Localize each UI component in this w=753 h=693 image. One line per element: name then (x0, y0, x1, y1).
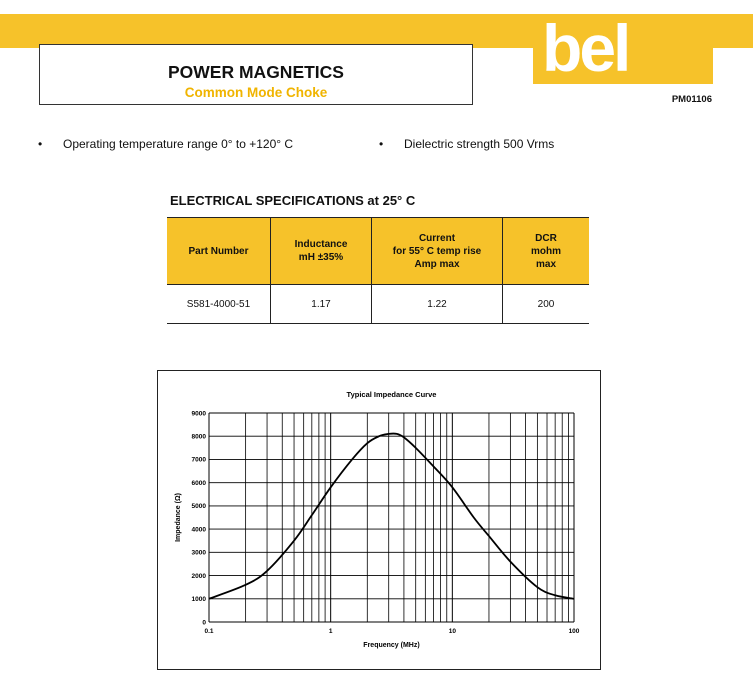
bel-logo: bel (542, 11, 629, 85)
y-axis-label: Impedance (Ω) (175, 493, 182, 542)
bullet-dot-icon: • (379, 137, 384, 151)
impedance-chart (157, 370, 601, 670)
column-header-inductance: Inductance mH ±35% (271, 218, 372, 285)
title-box (39, 44, 473, 105)
column-header-part-number: Part Number (167, 218, 271, 285)
y-tick-label: 6000 (191, 479, 206, 487)
x-tick-label: 10 (448, 628, 456, 635)
table-row (167, 285, 589, 324)
y-tick-label: 1000 (191, 596, 206, 604)
cell-inductance: 1.17 (271, 285, 372, 324)
specifications-title: ELECTRICAL SPECIFICATIONS at 25° C (170, 193, 416, 208)
table-header-row (167, 218, 589, 285)
x-tick-label: 0.1 (204, 628, 214, 635)
x-tick-label: 100 (568, 628, 580, 635)
x-axis-label: Frequency (MHz) (363, 642, 420, 649)
x-tick-label: 1 (328, 628, 333, 635)
specifications-table (167, 217, 589, 324)
impedance-curve-line (209, 434, 574, 599)
page-title: POWER MAGNETICS (168, 62, 344, 82)
bullet-dot-icon: • (38, 137, 43, 151)
column-header-dcr: DCR mohm max (503, 218, 590, 285)
feature-text: Dielectric strength 500 Vrms (404, 137, 555, 151)
feature-text: Operating temperature range 0° to +120° C (63, 137, 294, 151)
y-tick-label: 9000 (191, 410, 206, 418)
cell-part-number: S581-4000-51 (167, 285, 271, 324)
y-tick-label: 8000 (191, 433, 206, 441)
y-tick-label: 2000 (191, 572, 206, 580)
y-tick-label: 5000 (191, 503, 206, 511)
y-tick-label: 7000 (191, 456, 206, 464)
y-tick-label: 0 (202, 619, 206, 627)
chart-title: Typical Impedance Curve (346, 390, 437, 399)
cell-current: 1.22 (372, 285, 503, 324)
cell-dcr: 200 (503, 285, 590, 324)
page-subtitle: Common Mode Choke (184, 85, 328, 100)
y-tick-label: 3000 (191, 549, 206, 557)
chart-canvas (158, 371, 602, 671)
y-tick-label: 4000 (191, 526, 206, 534)
column-header-current: Current for 55° C temp rise Amp max (372, 218, 503, 285)
document-code: PM01106 (671, 94, 712, 105)
